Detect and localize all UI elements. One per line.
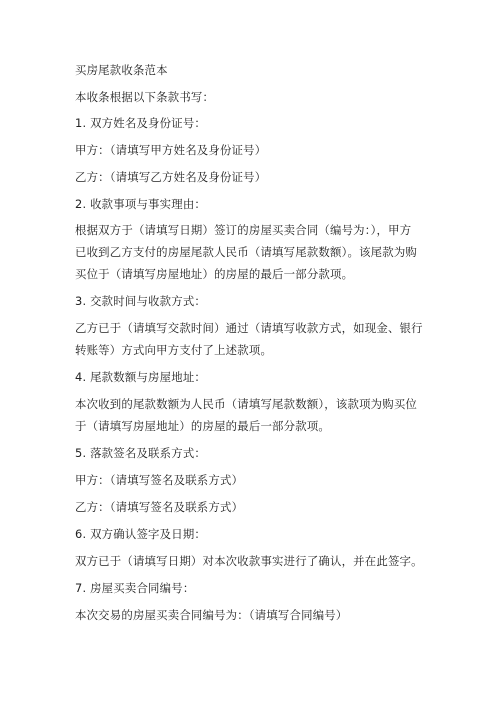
- section-3-line-2: 转账等）方式向甲方支付了上述款项。: [75, 343, 273, 357]
- section-1-party-b: 乙方：（请填写乙方姓名及身份证号）: [75, 170, 267, 184]
- section-4-heading: 4. 尾款数额与房屋地址：: [75, 370, 206, 384]
- section-5-party-a: 甲方：（请填写签名及联系方式）: [75, 473, 244, 487]
- section-5-heading: 5. 落款签名及联系方式：: [75, 446, 206, 460]
- section-6-text: 双方已于（请填写日期）对本次收款事实进行了确认，并在此签字。: [75, 554, 423, 568]
- section-2-line-1: 根据双方于（请填写日期）签订的房屋买卖合同（编号为：），甲方: [75, 223, 412, 237]
- section-2-line-3: 买位于（请填写房屋地址）的房屋的最后一部分款项。: [75, 267, 354, 281]
- section-4-line-1: 本次收到的尾款数额为人民币（请填写尾款数额），该款项为购买位: [75, 397, 418, 411]
- document-title: 买房尾款收条范本: [75, 63, 168, 77]
- section-7-heading: 7. 房屋买卖合同编号：: [75, 581, 195, 595]
- section-5-party-b: 乙方：（请填写签名及联系方式）: [75, 500, 244, 514]
- section-1-party-a: 甲方：（请填写甲方姓名及身份证号）: [75, 143, 267, 157]
- section-2-heading: 2. 收款事项与事实理由：: [75, 197, 206, 211]
- section-3-line-1: 乙方已于（请填写交款时间）通过（请填写收款方式，如现金、银行: [75, 321, 423, 335]
- section-4-line-2: 于（请填写房屋地址）的房屋的最后一部分款项。: [75, 419, 330, 433]
- section-2-line-2: 已收到乙方支付的房屋尾款人民币（请填写尾款数额）。该尾款为购: [75, 245, 418, 259]
- intro-text: 本收条根据以下条款书写：: [75, 90, 215, 104]
- section-3-heading: 3. 交款时间与收款方式：: [75, 294, 206, 308]
- section-7-text: 本次交易的房屋买卖合同编号为：（请填写合同编号）: [75, 608, 348, 622]
- section-1-heading: 1. 双方姓名及身份证号：: [75, 116, 206, 130]
- section-6-heading: 6. 双方确认签字及日期：: [75, 527, 206, 541]
